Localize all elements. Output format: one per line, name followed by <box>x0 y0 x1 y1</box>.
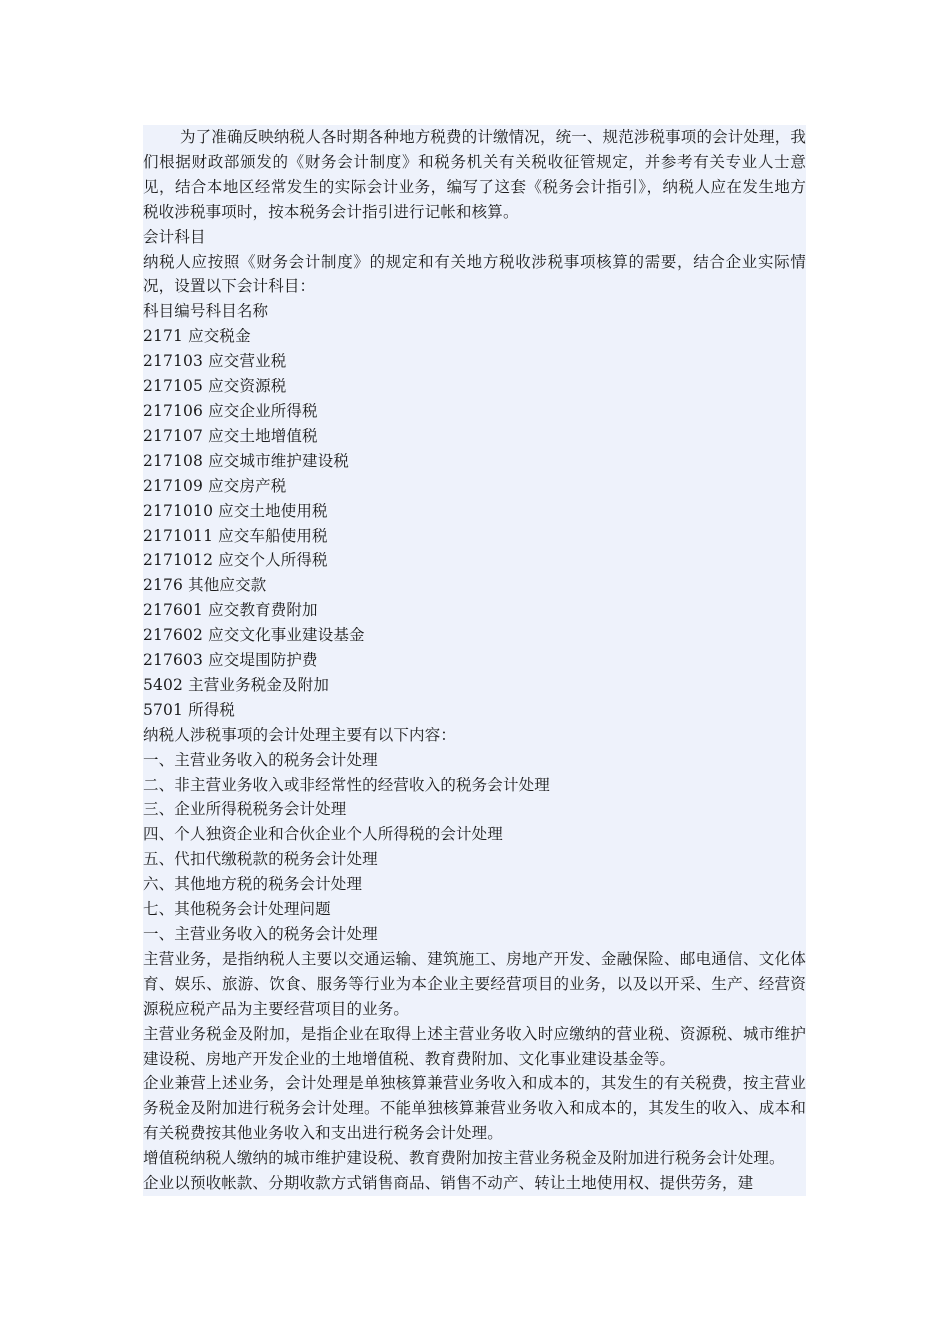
contents-intro: 纳税人涉税事项的会计处理主要有以下内容： <box>143 725 457 744</box>
account-item: 2171012 应交个人所得税 <box>143 551 328 570</box>
body-paragraph: 企业兼营上述业务，会计处理是单独核算兼营业务收入和成本的，其发生的有关税费，按主营业务税金及附加进行税务会计处理。不能单独核算兼营业务收入和成本的，其发生的收入、成本和有关税费按其他业务收入和支出进行税务会计处理。 <box>143 1074 806 1143</box>
account-item: 5402 主营业务税金及附加 <box>143 675 329 694</box>
account-item: 217602 应交文化事业建设基金 <box>143 626 365 645</box>
account-item: 217107 应交土地增值税 <box>143 426 318 445</box>
accounts-table-header: 科目编号科目名称 <box>143 302 269 321</box>
contents-item: 六、其他地方税的税务会计处理 <box>143 875 363 894</box>
contents-item: 三、企业所得税税务会计处理 <box>143 800 347 819</box>
intro-paragraph: 为了准确反映纳税人各时期各种地方税费的计缴情况，统一、规范涉税事项的会计处理，我们根据财政部颁发的《财务会计制度》和税务机关有关税收征管规定，并参考有关专业人士意见，结合本地区经常发生的实际会计业务，编写了这套《税务会计指引》，纳税人应在发生地方税收涉税事项时，按本税务会计指引进行记帐和核算。 <box>143 128 807 221</box>
section-heading-accounts: 会计科目 <box>143 227 206 246</box>
contents-item: 五、代扣代缴税款的税务会计处理 <box>143 850 378 869</box>
account-item: 5701 所得税 <box>143 700 236 719</box>
body-paragraph: 主营业务，是指纳税人主要以交通运输、建筑施工、房地产开发、金融保险、邮电通信、文化体育、娱乐、旅游、饮食、服务等行业为本企业主要经营项目的业务，以及以开采、生产、经营资源税应税产品为主要经营项目的业务。 <box>143 949 806 1018</box>
account-item: 2176 其他应交款 <box>143 576 267 595</box>
body-paragraph-truncated: 企业以预收帐款、分期收款方式销售商品、销售不动产、转让土地使用权、提供劳务，建 <box>143 1174 754 1193</box>
accounts-intro-paragraph: 纳税人应按照《财务会计制度》的规定和有关地方税收涉税事项核算的需要，结合企业实际情况，设置以下会计科目： <box>143 252 806 296</box>
account-item: 217601 应交教育费附加 <box>143 601 318 620</box>
account-item: 2171010 应交土地使用税 <box>143 501 328 520</box>
body-paragraph: 增值税纳税人缴纳的城市维护建设税、教育费附加按主营业务税金及附加进行税务会计处理。 <box>143 1149 785 1168</box>
account-item: 2171 应交税金 <box>143 327 251 346</box>
account-item: 217105 应交资源税 <box>143 377 287 396</box>
account-item: 217106 应交企业所得税 <box>143 401 318 420</box>
account-item: 217108 应交城市维护建设税 <box>143 451 349 470</box>
body-paragraph: 主营业务税金及附加，是指企业在取得上述主营业务收入时应缴纳的营业税、资源税、城市维护建设税、房地产开发企业的土地增值税、教育费附加、文化事业建设基金等。 <box>143 1024 806 1068</box>
document-body <box>143 125 806 1196</box>
contents-item: 七、其他税务会计处理问题 <box>143 900 331 919</box>
account-item: 2171011 应交车船使用税 <box>143 526 328 545</box>
account-item: 217109 应交房产税 <box>143 476 287 495</box>
contents-item: 一、主营业务收入的税务会计处理 <box>143 750 378 769</box>
section-heading-main-business: 一、主营业务收入的税务会计处理 <box>143 925 378 943</box>
account-item: 217603 应交堤围防护费 <box>143 651 318 670</box>
contents-item: 二、非主营业务收入或非经常性的经营收入的税务会计处理 <box>143 775 550 794</box>
account-item: 217103 应交营业税 <box>143 352 287 371</box>
contents-item: 四、个人独资企业和合伙企业个人所得税的会计处理 <box>143 825 503 844</box>
